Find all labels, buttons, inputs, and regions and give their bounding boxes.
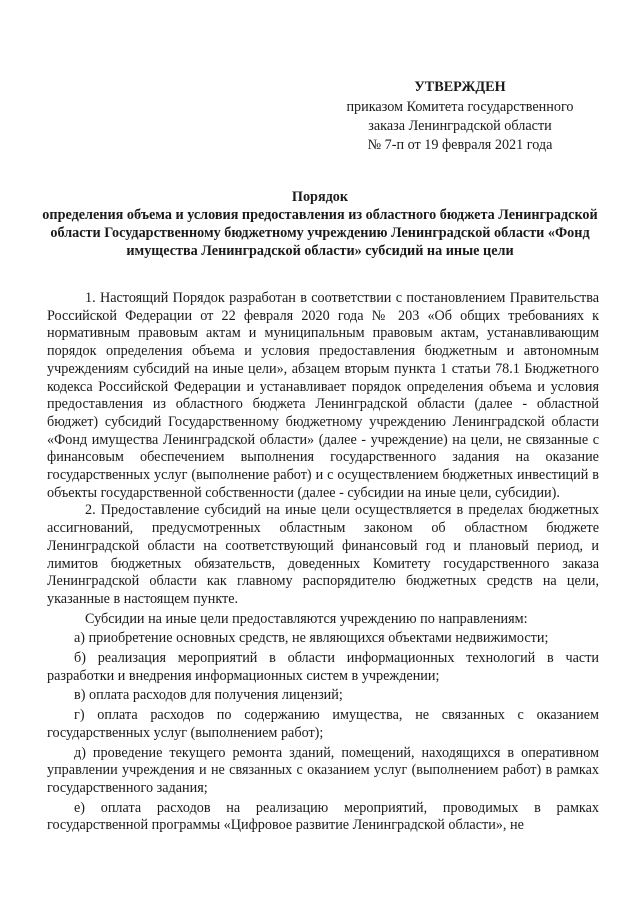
paragraph-2: 2. Предоставление субсидий на иные цели осуществляется в пределах бюджетных ассигнований, предусмотренных областным законом об областном бюджете Ленинградской области на соответствующий финансовый год и плановый период, и лимитов бюджетных обязательств, доведенных Комитету государственного заказа Ленинградской области как главному распорядителю бюджетных средств на цели, указанные в настоящем пункте. [47, 502, 599, 607]
title-text: определения объема и условия предоставления из областного бюджета Ленинградской области Государственному бюджетному учреждению Ленинградской области «Фонд имущества Ленинградской области» субсидий на иные цели [42, 207, 598, 259]
approval-stamp [330, 78, 590, 155]
approval-line-2: заказа Ленинградской области [368, 118, 552, 134]
direction-a: а) приобретение основных средств, не являющихся объектами недвижимости; [74, 630, 549, 647]
direction-v: в) оплата расходов для получения лицензий; [74, 687, 343, 704]
document-body [47, 290, 599, 835]
document-title [40, 188, 600, 260]
direction-d: д) проведение текущего ремонта зданий, помещений, находящихся в оперативном управлении учреждения и не связанных с оказанием услуг (выполнением работ) в рамках государственного задания; [47, 744, 599, 796]
paragraph-1: 1. Настоящий Порядок разработан в соответствии с постановлением Правительства Российской Федерации от 22 февраля 2020 года № 203 «Об общих требованиях к нормативным правовым актам и муниципальным правовым актам, устанавливающим порядок определения объема и условия предоставления бюджетным и автономным учреждениям субсидий на иные цели», абзацем вторым пункта 1 статьи 78.1 Бюджетного кодекса Российской Федерации и устанавливает порядок определения объема и условия предоставления из областного бюджета Ленинградской области (далее - областной бюджет) субсидий Государственному бюджетному учреждению Ленинградской области «Фонд имущества Ленинградской области» (далее - учреждение) на цели, не связанные с финансовым обеспечением выполнения государственного задания на оказание государственных услуг (выполнение работ) и с осуществлением бюджетных инвестиций в объекты государственной собственности (далее - субсидии на иные цели, субсидии). [47, 290, 599, 501]
direction-g: г) оплата расходов по содержанию имущества, не связанных с оказанием государственных услуг (выполнением работ); [47, 707, 599, 741]
direction-e: е) оплата расходов на реализацию мероприятий, проводимых в рамках государственной программы «Цифровое развитие Ленинградской области», не [47, 799, 599, 834]
approval-line-3: № 7-п от 19 февраля 2021 года [367, 137, 553, 153]
direction-b: б) реализация мероприятий в области информационных технологий в части разработки и внедрения информационных систем в учреждении; [47, 650, 599, 684]
title-word: Порядок [291, 189, 349, 205]
approval-line-1: приказом Комитета государственного [346, 99, 574, 115]
approval-heading: УТВЕРЖДЕН [414, 79, 506, 95]
directions-intro: Субсидии на иные цели предоставляются учреждению по направлениям: [85, 610, 528, 627]
